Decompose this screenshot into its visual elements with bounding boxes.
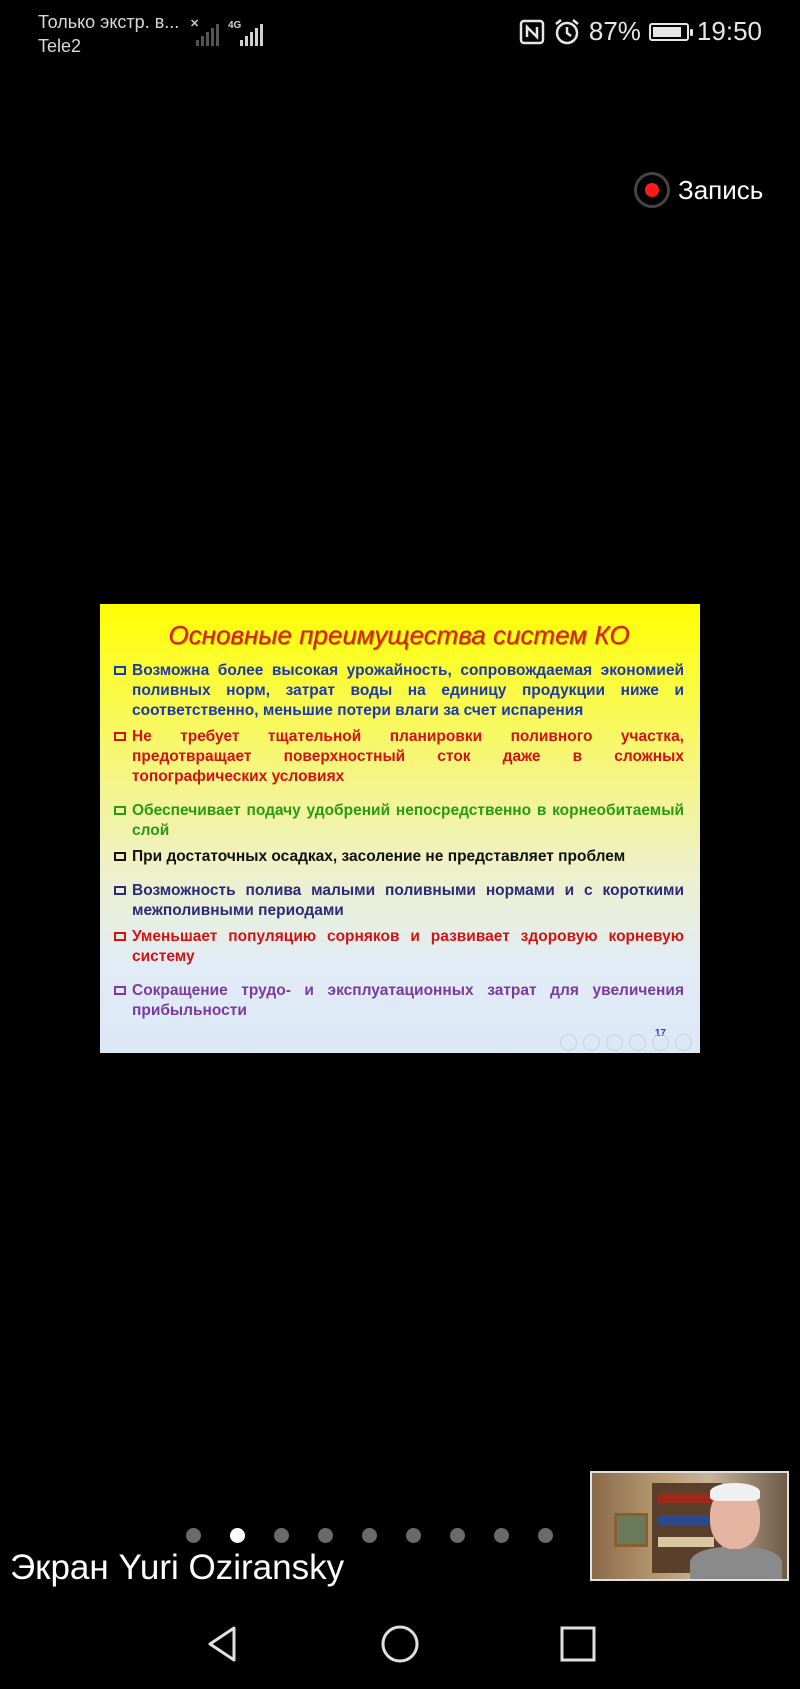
page-dot[interactable] <box>362 1528 377 1543</box>
page-dot[interactable] <box>494 1528 509 1543</box>
pen-icon <box>629 1034 646 1051</box>
checkbox-bullet-icon <box>114 666 126 675</box>
slide-bullet-text: Возможность полива малыми поливными нормами и с короткими межполивными периодами <box>132 882 684 919</box>
participant-video-thumbnail[interactable] <box>590 1471 789 1581</box>
slide-controls <box>560 1034 692 1051</box>
android-nav-bar <box>0 1600 800 1689</box>
page-dot[interactable] <box>406 1528 421 1543</box>
shared-screen-slide <box>100 604 700 1053</box>
page-dot[interactable] <box>450 1528 465 1543</box>
no-sim-signal-icon <box>190 18 222 48</box>
slide-bullet-text: Возможна более высокая урожайность, сопровождаемая экономией поливных норм, затрат воды на единицу продукции ниже и соответственно, меньшие потери влаги за счет испарения <box>132 662 684 719</box>
recording-indicator[interactable] <box>634 172 763 208</box>
zoom-icon <box>583 1034 600 1051</box>
page-dot[interactable] <box>186 1528 201 1543</box>
screen-share-owner-label: Экран Yuri Oziransky <box>10 1548 345 1587</box>
signal-4g-icon <box>226 18 268 48</box>
home-icon[interactable] <box>378 1622 422 1666</box>
nfc-icon <box>519 19 545 45</box>
slide-bullet-text: Обеспечивает подачу удобрений непосредственно в корнеобитаемый слой <box>132 802 684 839</box>
checkbox-bullet-icon <box>114 732 126 741</box>
checkbox-bullet-icon <box>114 886 126 895</box>
more-icon <box>560 1034 577 1051</box>
slide-bullet <box>114 661 684 721</box>
page-dot[interactable] <box>274 1528 289 1543</box>
slide-bullet-text: Сокращение трудо- и эксплуатационных затрат для увеличения прибыльности <box>132 982 684 1019</box>
slides-icon <box>606 1034 623 1051</box>
slide-bullet <box>114 927 684 967</box>
participant-body <box>690 1547 782 1581</box>
back-icon[interactable] <box>200 1622 244 1666</box>
slide-page-number: 17 <box>654 1028 666 1039</box>
checkbox-bullet-icon <box>114 932 126 941</box>
slide-bullet <box>114 727 684 787</box>
network-type-label: 4G <box>228 20 242 31</box>
battery-percent: 87% <box>588 16 641 46</box>
slide-title: Основные преимущества систем КО <box>168 620 630 650</box>
status-bar <box>0 0 800 70</box>
alarm-icon <box>553 18 581 46</box>
recording-label: Запись <box>678 174 764 205</box>
previous-slide-icon <box>652 1034 669 1051</box>
slide-bullet-text: Не требует тщательной планировки поливного участка, предотвращает поверхностный сток даже в сложных топографических условиях <box>132 728 684 785</box>
participant-hair <box>710 1483 760 1501</box>
slide-bullet <box>114 881 684 921</box>
slide-bullet-text: При достаточных осадках, засоление не представляет проблем <box>132 848 626 865</box>
slide-bullet <box>114 981 684 1021</box>
checkbox-bullet-icon <box>114 986 126 995</box>
svg-text:✕: ✕ <box>190 18 200 30</box>
slide-bullet <box>114 801 684 841</box>
checkbox-bullet-icon <box>114 806 126 815</box>
record-icon <box>634 172 670 208</box>
slide-bullet <box>114 847 684 867</box>
page-dot[interactable] <box>318 1528 333 1543</box>
battery-icon <box>649 23 689 41</box>
slide-bullet-text: Уменьшает популяцию сорняков и развивает здоровую корневую систему <box>132 928 684 965</box>
status-right-group <box>519 16 762 47</box>
recent-apps-icon[interactable] <box>556 1622 600 1666</box>
battery-level <box>653 27 681 37</box>
wall-painting <box>614 1513 648 1547</box>
checkbox-bullet-icon <box>114 852 126 861</box>
page-indicator[interactable] <box>186 1528 553 1543</box>
page-dot[interactable] <box>538 1528 553 1543</box>
page-dot[interactable] <box>230 1528 245 1543</box>
carrier-notification-text: Только экстр. в... <box>38 12 180 32</box>
next-slide-icon <box>675 1034 692 1051</box>
clock: 19:50 <box>696 16 762 46</box>
carrier-name: Tele2 <box>38 36 82 56</box>
